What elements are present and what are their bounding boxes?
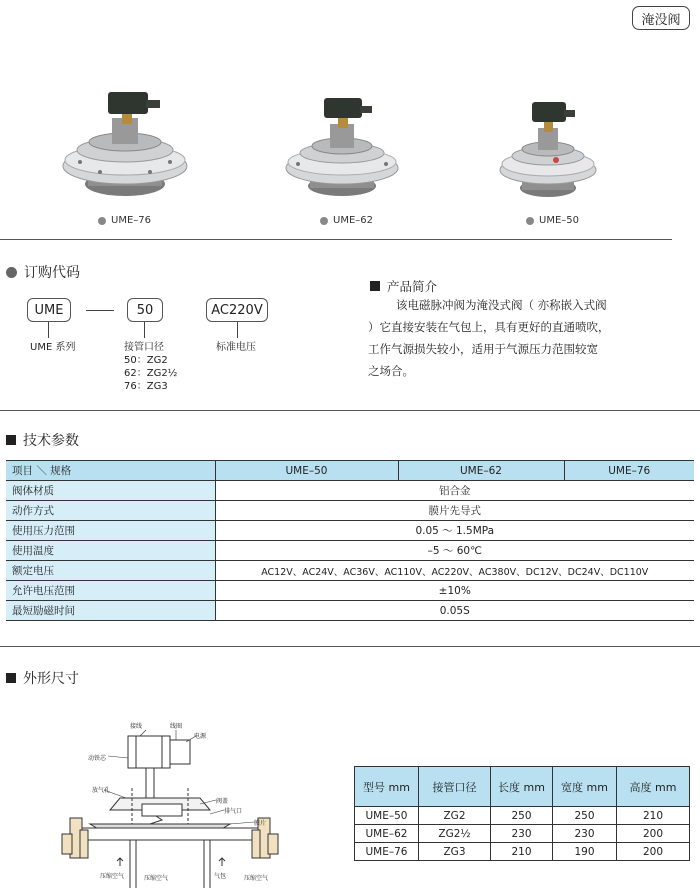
table-row [355,825,690,843]
diagram-label: 排气口 [224,808,243,815]
row-value: 0.05S [215,601,694,621]
diagram-label: 膜片 [254,820,267,827]
diagram-label: 压缩空气 [144,875,169,882]
table-cell: 230 [491,825,553,843]
table-row [355,843,690,861]
row-value: ±10% [215,581,694,601]
bullet-icon [6,267,17,278]
product-image-ume-62 [282,96,402,200]
bullet-icon [526,217,534,225]
table-header-cell: UME–62 [398,461,564,481]
diagram-label: 阀盖 [216,798,229,805]
table-cell: 200 [617,843,690,861]
row-label: 使用温度 [6,541,215,561]
diagram-label: 动铁芯 [88,755,107,762]
table-row [355,807,690,825]
code-box-series: UME [27,298,71,322]
table-cell: ZG3 [419,843,491,861]
table-header-cell: 宽度 mm [553,767,617,807]
table-cell: 210 [617,807,690,825]
ordering-title: 订购代码 [6,262,80,282]
table-header-cell: 项目 ＼ 规格 [6,461,215,481]
table-row [6,481,694,501]
diagram-label: 接线 [130,723,143,730]
product-caption: UME–76 [98,215,151,226]
bullet-icon [98,217,106,225]
code-dash [86,310,114,311]
row-value: 0.05 ～ 1.5MPa [215,521,694,541]
divider [0,239,672,240]
diagram-label: 压缩空气 [244,875,269,882]
table-row [6,501,694,521]
table-cell: ZG2 [419,807,491,825]
table-header-cell: 型号 mm [355,767,419,807]
square-bullet-icon [370,281,380,291]
size-option: 62：ZG2½ [124,368,178,379]
row-value: AC12V、AC24V、AC36V、AC110V、AC220V、AC380V、DC12V、DC24V、DC110V [215,561,694,581]
leader-line [237,322,238,338]
table-header-cell: 长度 mm [491,767,553,807]
row-label: 动作方式 [6,501,215,521]
product-caption: UME–62 [320,215,373,226]
diagram-label: 气包 [214,873,227,880]
row-label: 最短励磁时间 [6,601,215,621]
divider [0,646,700,647]
row-label: 使用压力范围 [6,521,215,541]
diagram-label: 线圈 [170,723,183,730]
row-label: 额定电压 [6,561,215,581]
series-label: UME 系列 [30,342,76,353]
size-option: 50：ZG2 [124,355,168,366]
row-label: 阀体材质 [6,481,215,501]
table-header-row [6,461,694,481]
bullet-icon [320,217,328,225]
table-row [6,601,694,621]
table-header-cell: 接管口径 [419,767,491,807]
square-bullet-icon [6,673,16,683]
size-label: 接管口径 [124,342,164,353]
voltage-label: 标准电压 [216,342,256,353]
product-caption: UME–50 [526,215,579,226]
specs-title: 技术参数 [6,430,79,450]
table-row [6,521,694,541]
table-cell: UME–50 [355,807,419,825]
table-cell: 210 [491,843,553,861]
divider [0,410,700,411]
table-row [6,561,694,581]
row-value: –5 ～ 60℃ [215,541,694,561]
table-header-row [355,767,690,807]
valve-cross-section-diagram [60,718,280,888]
leader-line [144,322,145,338]
product-image-ume-50 [498,100,598,200]
row-value: 膜片先导式 [215,501,694,521]
table-cell: 200 [617,825,690,843]
table-header-cell: 高度 mm [617,767,690,807]
table-cell: 230 [553,825,617,843]
intro-title: 产品简介 [370,277,437,295]
leader-line [48,322,49,338]
diagram-label: 电源 [194,733,207,740]
row-value: 铝合金 [215,481,694,501]
product-image-ume-76 [60,88,190,200]
table-header-cell: UME–76 [564,461,694,481]
specs-table [6,460,694,621]
table-header-cell: UME–50 [215,461,398,481]
table-cell: UME–76 [355,843,419,861]
intro-text: 该电磁脉冲阀为淹没式阀（ 亦称嵌入式阀 ）它直接安装在气包上，具有更好的直通喷吹， 工作气源损失较小，适用于气源压力范围较宽 之场合。 [368,298,610,378]
square-bullet-icon [6,435,16,445]
table-cell: UME–62 [355,825,419,843]
table-cell: 250 [491,807,553,825]
size-option: 76：ZG3 [124,381,168,392]
diagram-label: 放气孔 [92,787,111,794]
table-cell: ZG2½ [419,825,491,843]
code-box-size: 50 [127,298,163,322]
diagram-label: 压缩空气 [100,873,125,880]
row-label: 允许电压范围 [6,581,215,601]
table-cell: 190 [553,843,617,861]
table-row [6,581,694,601]
table-cell: 250 [553,807,617,825]
code-box-voltage: AC220V [206,298,268,322]
table-row [6,541,694,561]
dimensions-table [354,766,690,861]
dimensions-title: 外形尺寸 [6,668,79,688]
category-tag: 淹没阀 [632,6,690,30]
